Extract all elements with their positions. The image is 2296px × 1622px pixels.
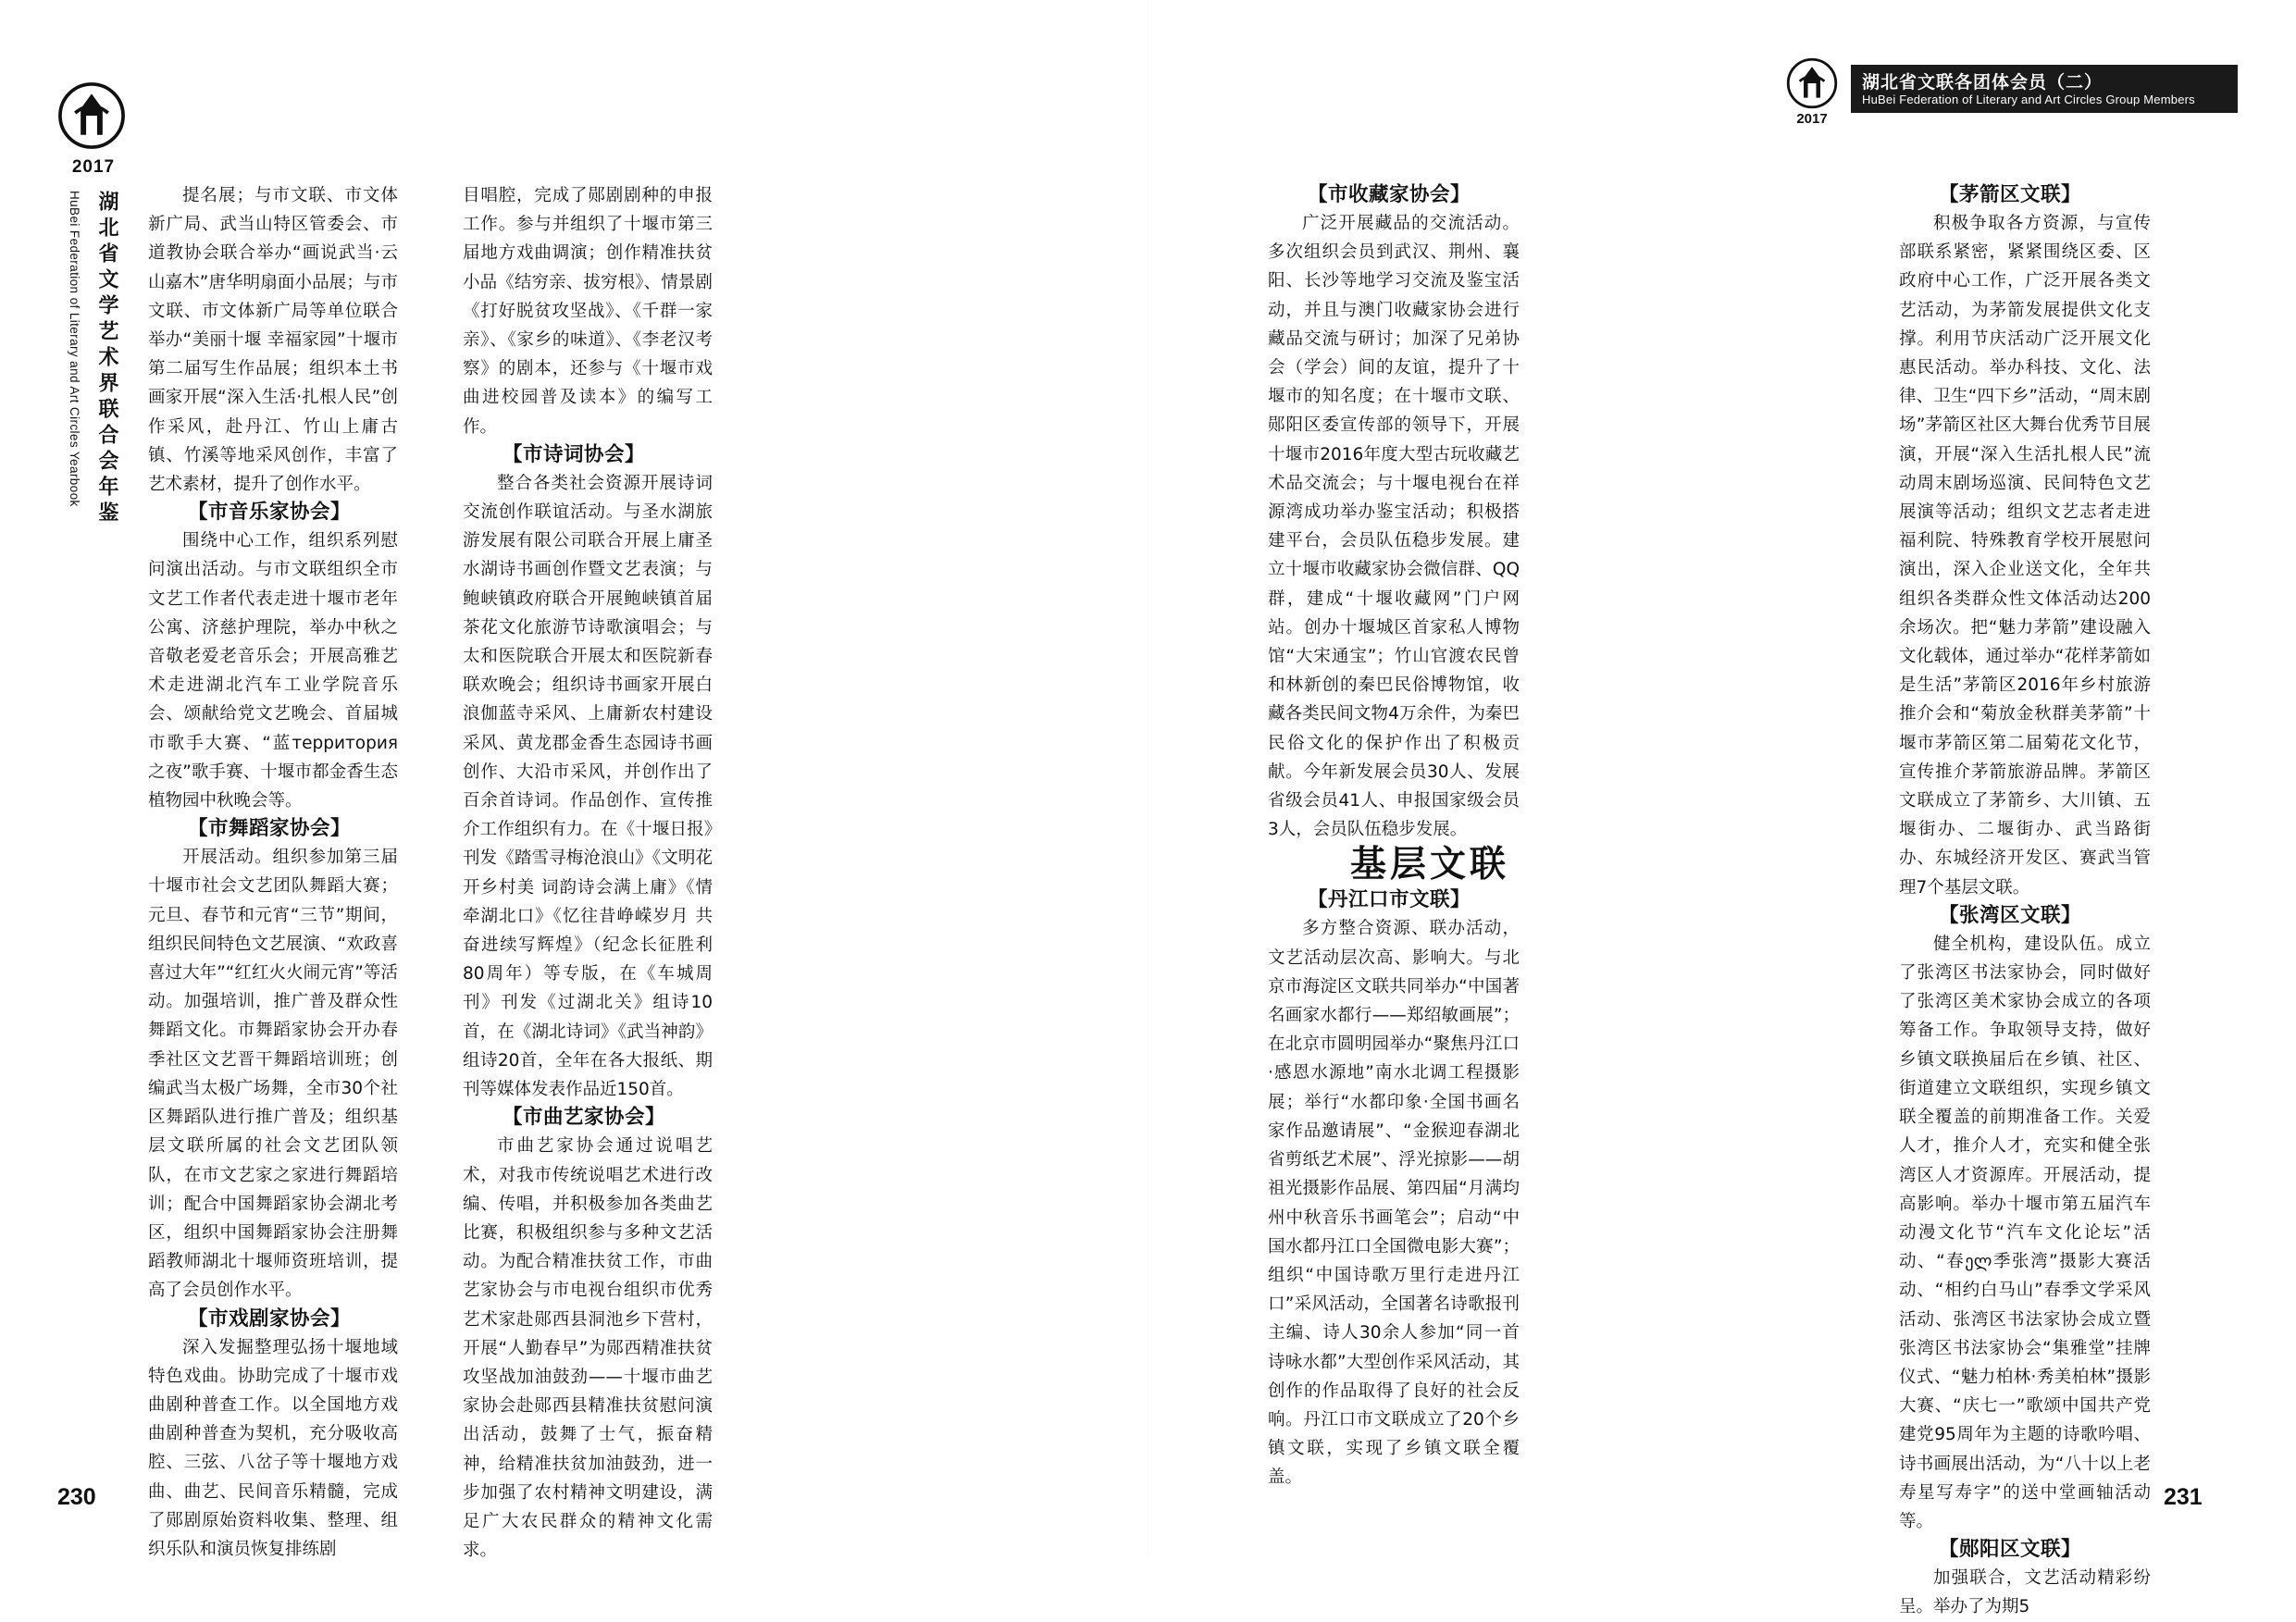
page-number-left: 230 <box>57 1484 96 1510</box>
paragraph: 广泛开展藏品的交流活动。多次组织会员到武汉、荆州、襄阳、长沙等地学习交流及鉴宝活动，并且与澳门收藏家协会进行藏品交流与研讨；加深了兄弟协会（学会）间的友谊，提升了十堰市的知名度；在十堰市文联、郧阳区委宣传部的领导下，开展十堰市2016年度大型古玩收藏艺术品交流会；与十堰电视台在祥源湾成功举办鉴宝活动；积极搭建平台，会员队伍稳步发展。建立十堰市收藏家协会微信群、QQ群，建成“十堰收藏网”门户网站。创办十堰城区首家私人博物馆“大宋通宝”；竹山官渡农民曾和林新创的秦巴民俗博物馆，收藏各类民间文物4万余件，为秦巴民俗文化的保护作出了积极贡献。今年新发展会员30人、发展省级会员41人、申报国家级会员3人，会员队伍稳步发展。 <box>1268 214 1520 840</box>
section-heading: 【市曲艺家协会】 <box>503 1106 666 1130</box>
logo-year-right: 2017 <box>1796 111 1828 127</box>
section-heading: 【市音乐家协会】 <box>188 501 352 525</box>
running-header <box>1786 57 2240 127</box>
section-heading: 【丹江口市文联】 <box>1308 888 1471 912</box>
chapter-heading: 基层文联 <box>1349 844 1509 886</box>
paragraph: 深入发掘整理弘扬十堰地域特色戏曲。协助完成了十堰市戏曲剧种普查工作。以全国地方戏曲剧种普查为契机，充分吸收高腔、三弦、八岔子等十堰地方戏曲、曲艺、民间音乐精髓，完成了郧剧原始资料收集、整理、组织乐队和演员恢复排练剧 <box>148 1337 398 1559</box>
side-label-en: HuBei Federation of Literary and Art Circles Yearbook <box>68 191 81 507</box>
header-bar <box>1851 65 2238 113</box>
text-column-2 <box>463 181 713 1565</box>
section-heading: 【郧阳区文联】 <box>1939 1538 2082 1562</box>
header-title-cn: 湖北省文联各团体会员（二） <box>1862 72 2104 93</box>
header-logo-icon <box>1786 57 1838 109</box>
paragraph: 提名展；与市文联、市文体新广局、武当山特区管委会、市道教协会联合举办“画说武当·云山嘉木”唐华明扇面小品展；与市文联、市文体新广局等单位联合举办“美丽十堰 幸福家园”十堰市第二届写生作品展；组织本土书画家开展“深入生活·扎根人民”创作采风，赴丹江、竹山上庸古镇、竹溪等地采风创作，丰富了艺术素材，提升了创作水平。 <box>148 186 398 495</box>
paragraph: 积极争取各方资源，与宣传部联系紧密，紧紧围绕区委、区政府中心工作，广泛开展各类文艺活动，为茅箭发展提供文化支撑。利用节庆活动广泛开展文化惠民活动。举办科技、文化、法律、卫生“四下乡”活动，“周末剧场”茅箭区社区大舞台优秀节目展演，开展“深入生活扎根人民”流动周末剧场巡演、民间特色文艺展演等活动；组织文艺志者走进福利院、特殊教育学校开展慰问演出，深入企业送文化，全年共组织各类群众性文体活动达200余场次。把“魅力茅箭”建设融入文化载体，通过举办“花样茅箭如是生活”茅箭区2016年乡村旅游推介会和“菊放金秋群美茅箭”十堰市茅箭区第二届菊花文化节，宣传推介茅箭旅游品牌。茅箭区文联成立了茅箭乡、大川镇、五堰街办、二堰街办、武当路街办、东城经济开发区、赛武当管理7个基层文联。 <box>1899 214 2151 898</box>
paragraph: 开展活动。组织参加第三届十堰市社会文艺团队舞蹈大赛；元旦、春节和元宵“三节”期间，组织民间特色文艺展演、“欢政喜喜过大年”“红红火火闹元宵”等活动。加强培训，推广普及群众性舞蹈文化。市舞蹈家协会开办春季社区文艺晋干舞蹈培训班；创编武当太极广场舞，全市30个社区舞蹈队进行推广普及；组织基层文联所属的社会文艺团队领队，在市文艺家之家进行舞蹈培训；配合中国舞蹈家协会湖北考区，组织中国舞蹈家协会注册舞蹈教师湖北十堰师资班培训，提高了会员创作水平。 <box>148 848 398 1301</box>
text-column-4 <box>1899 181 2151 1622</box>
section-heading: 【张湾区文联】 <box>1939 903 2082 927</box>
page-number-right: 231 <box>2164 1484 2203 1510</box>
logo-icon <box>57 81 126 150</box>
text-column-3 <box>1268 181 1520 1492</box>
section-heading: 【市收藏家协会】 <box>1308 183 1471 206</box>
paragraph: 市曲艺家协会通过说唱艺术，对我市传统说唱艺术进行改编、传唱，并积极参加各类曲艺比赛，积极组织参与多种文艺活动。为配合精准扶贫工作，市曲艺家协会与市电视台组织市优秀艺术家赴郧西县洞池乡下营村，开展“人勤春早”为郧西精准扶贫攻坚战加油鼓劲——十堰市曲艺家协会赴郧西县精准扶贫慰问演出活动，鼓舞了士气，振奋精神，给精准扶贫加油鼓劲，进一步加强了农村精神文明建设，满足广大农民群众的精神文化需求。 <box>463 1136 713 1561</box>
paragraph: 加强联合，文艺活动精彩纷呈。举办了为期5 <box>1899 1568 2151 1617</box>
paragraph: 整合各类社会资源开展诗词交流创作联谊活动。与圣水湖旅游发展有限公司联合开展上庸圣水湖诗书画创作暨文艺表演；与鲍峡镇政府联合开展鲍峡镇首届茶花文化旅游节诗歌演唱会；与太和医院联合开展太和医院新春联欢晚会；组织诗书画家开展白浪伽蓝寺采风、上庸新农村建设采风、黄龙郡金香生态园诗书画创作、大沿市采风，并创作出了百余首诗词。作品创作、宣传推介工作组织有力。在《十堰日报》刊发《踏雪寻梅沧浪山》《文明花开乡村美 词韵诗会满上庸》《情牵湖北口》《忆往昔峥嵘岁月 共奋进续写辉煌》（纪念长征胜利80周年）等专版，在《车城周刊》刊发《过湖北关》组诗10首，在《湖北诗词》《武当神韵》组诗20首，全年在各大报纸、期刊等媒体发表作品近150首。 <box>463 473 713 1100</box>
section-heading: 【市舞蹈家协会】 <box>188 817 352 841</box>
text-column-1 <box>148 181 398 1564</box>
paragraph: 多方整合资源、联办活动，文艺活动层次高、影响大。与北京市海淀区文联共同举办“中国著名画家水都行——郑绍敏画展”；在北京市圆明园举办“聚焦丹江口·感恩水源地”南水北调工程摄影展；举行“水都印象·全国书画名家作品邀请展”、“金猴迎春湖北省剪纸艺术展”、浮光掠影——胡祖光摄影作品展、第四届“月满均州中秋音乐书画笔会”；启动“中国水都丹江口全国微电影大赛”；组织“中国诗歌万里行走进丹江口”采风活动，全国著名诗歌报刊主编、诗人30余人参加“同一首诗咏水都”大型创作采风活动，其创作的作品取得了良好的社会反响。丹江口市文联成立了20个乡镇文联，实现了乡镇文联全覆盖。 <box>1268 919 1520 1488</box>
paragraph: 围绕中心工作，组织系列慰问演出活动。与市文联组织全市文艺工作者代表走进十堰市老年公寓、济慈护理院，举办中秋之音敬老爱老音乐会；开展高雅艺术走进湖北汽车工业学院音乐会、颂献给党文艺晚会、首届城市歌手大赛、“蓝территория之夜”歌手赛、十堰市都金香生态植物园中秋晚会等。 <box>148 531 398 811</box>
section-heading: 【市戏剧家协会】 <box>188 1306 352 1331</box>
logo-year-left: 2017 <box>71 157 116 177</box>
header-title-en: HuBei Federation of Literary and Art Circles Group Members <box>1862 93 2195 106</box>
paragraph: 目唱腔，完成了郧剧剧种的申报工作。参与并组织了十堰市第三届地方戏曲调演；创作精准扶贫小品《结穷亲、拔穷根》、情景剧《打好脱贫攻坚战》、《千群一家亲》、《家乡的味道》、《李老汉考察》的剧本，还参与《十堰市戏曲进校园普及读本》的编写工作。 <box>463 186 713 437</box>
section-heading: 【茅箭区文联】 <box>1939 183 2082 206</box>
paragraph: 健全机构，建设队伍。成立了张湾区书法家协会，同时做好了张湾区美术家协会成立的各项筹备工作。争取领导支持，做好乡镇文联换届后在乡镇、社区、街道建立文联组织，实现乡镇文联全覆盖的前期准备工作。关爱人才，推介人才，充实和健全张湾区人才资源库。开展活动，提高影响。举办十堰市第五届汽车动漫文化节“汽车文化论坛”活动、“春ელ季张湾”摄影大赛活动、“相约白马山”春季文学采风活动、张湾区书法家协会成立暨张湾区书法家协会“集雅堂”挂牌仪式、“魅力柏林·秀美柏林”摄影大赛、“庆七一”歌颂中国共产党建党95周年为主题的诗歌吟唱、诗书画展出活动，为“八十以上老寿星写寿字”的送中堂画轴活动等。 <box>1899 934 2151 1531</box>
section-heading: 【市诗词协会】 <box>503 442 646 466</box>
side-label-cn: 湖北省文学艺术界联合会年鉴 <box>95 191 118 527</box>
